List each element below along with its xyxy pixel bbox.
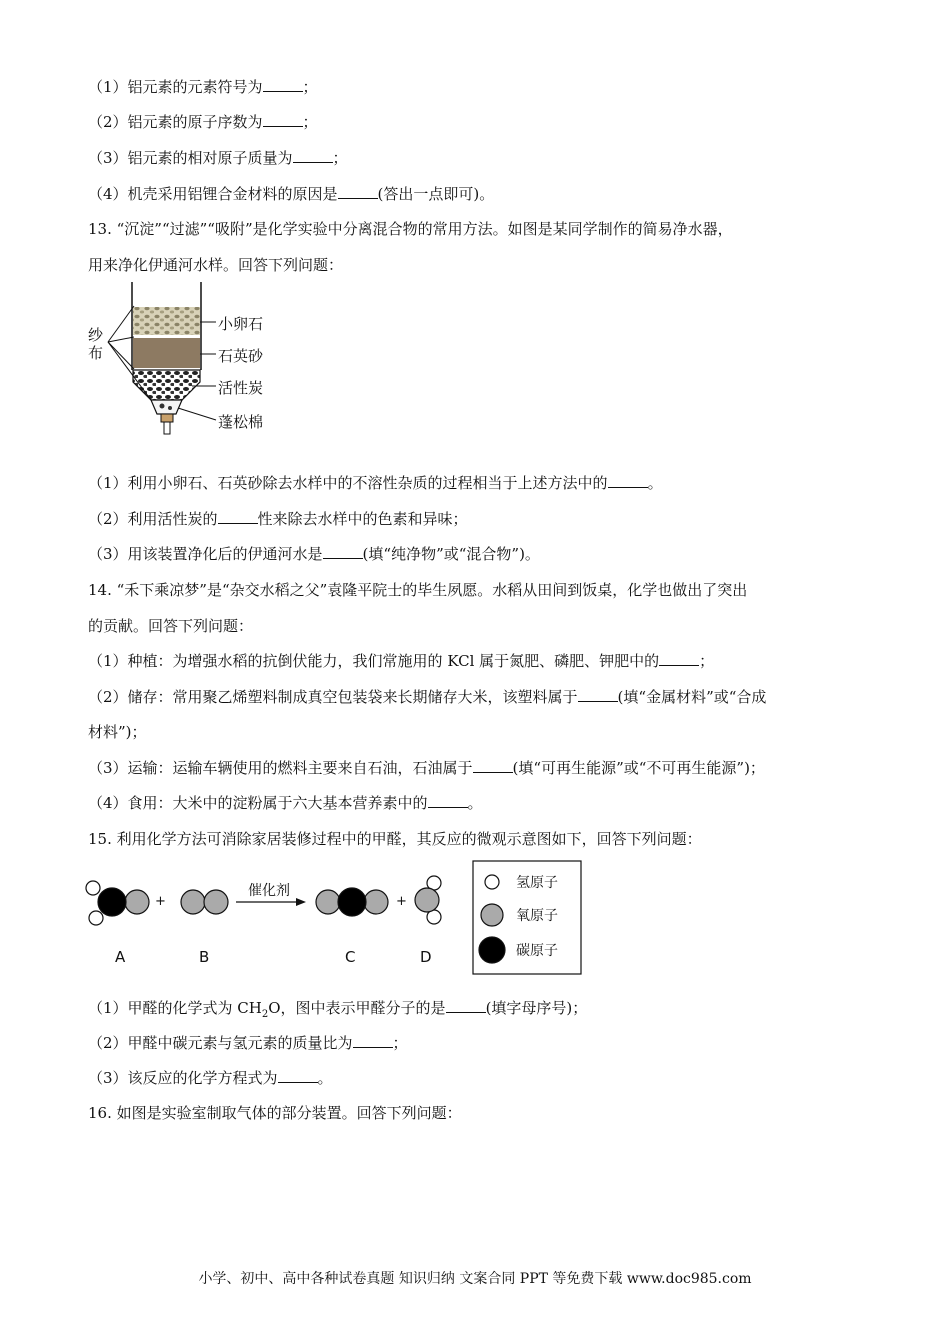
answer-blank[interactable] [578,687,618,702]
q15-stem: 15. 利用化学方法可消除家居装修过程中的甲醛，其反应的微观示意图如下，回答下列问题： [88,830,702,848]
q14-part2 [88,687,766,707]
answer-blank[interactable] [473,758,513,773]
q12-part4-text: （4）机壳采用铝锂合金材料的原因是 [88,185,338,203]
pebble-layer [133,307,200,335]
answer-blank[interactable] [659,651,699,666]
q13-part2-text: （2）利用活性炭的 [88,510,218,528]
cotton-label: 蓬松棉 [218,413,264,431]
activated-carbon-layer [133,370,200,400]
molecule-label-d: D [420,948,432,966]
q13-part3-end: (填“纯净物”或“混合物”)。 [362,545,540,563]
quartz-sand-layer [133,338,200,368]
q12-part2-text: （2）铝元素的原子序数为 [88,113,263,131]
legend-carbon-label: 碳原子 [516,943,558,959]
q14-part4-text: （4）食用：大米中的淀粉属于六大基本营养素中的 [88,794,428,812]
q14-part3-text: （3）运输：运输车辆使用的燃料主要来自石油，石油属于 [88,759,473,777]
answer-blank[interactable] [446,998,486,1013]
q12-part1-text: （1）铝元素的元素符号为 [88,78,263,96]
q13-part2 [88,509,468,529]
answer-blank[interactable] [608,473,648,488]
q15-part2 [88,1033,408,1053]
q12-part3-end: ； [332,149,348,167]
molecule-label-c: C [345,948,356,966]
answer-blank[interactable] [218,509,258,524]
q14-stem-line2: 的贡献。回答下列问题： [88,617,254,635]
cotton-layer [151,400,182,414]
answer-blank[interactable] [353,1033,393,1048]
q12-part2 [88,112,318,132]
q15-part1-text-a: （1）甲醛的化学式为 CH [88,999,262,1017]
legend-oxygen-label: 氧原子 [516,908,558,924]
q12-part3-text: （3）铝元素的相对原子质量为 [88,149,293,167]
q13-stem-line2: 用来净化伊通河水样。回答下列问题： [88,256,344,274]
legend-hydrogen-label: 氢原子 [516,875,558,891]
molecule-label-b: B [199,948,210,966]
hydrogen-atom-icon [485,875,499,889]
activated-carbon-label: 活性炭 [218,379,264,397]
water-purifier-figure [84,282,284,447]
q15-part2-end: ； [392,1034,408,1052]
carbon-atom-icon [479,937,505,963]
q15-part1-subscript: 2 [261,1009,269,1020]
q13-part2-end: 性来除去水样中的色素和异味； [257,510,468,528]
q12-part1 [88,77,318,97]
q12-part4 [88,184,494,204]
quartz-sand-label: 石英砂 [218,347,264,365]
answer-blank[interactable] [293,148,333,163]
answer-blank[interactable] [263,112,303,127]
gauze-label-2: 布 [88,344,104,362]
q15-part1-text-b: O，图中表示甲醛分子的是 [268,999,446,1017]
q15-part2-text: （2）甲醛中碳元素与氢元素的质量比为 [88,1034,353,1052]
molecule-label-a: A [115,948,126,966]
gauze-label-1: 纱 [88,326,104,344]
pebble-label: 小卵石 [218,315,264,333]
answer-blank[interactable] [323,544,363,559]
q14-part2-text: （2）储存：常用聚乙烯塑料制成真空包装袋来长期储存大米，该塑料属于 [88,688,578,706]
answer-blank[interactable] [338,184,378,199]
q15-part3-end: 。 [317,1069,333,1087]
q15-part1-end: (填字母序号)； [485,999,588,1017]
answer-blank[interactable] [428,793,468,808]
q14-part2-cont: 材料”)； [88,723,147,741]
q14-part1-text: （1）种植：为增强水稻的抗倒伏能力，我们常施用的 KCl 属于氮肥、磷肥、钾肥中的 [88,652,660,670]
q12-part1-end: ； [302,78,318,96]
q16-stem: 16. 如图是实验室制取气体的部分装置。回答下列问题： [88,1104,462,1122]
reaction-figure [84,858,584,978]
answer-blank[interactable] [263,77,303,92]
plus-sign-2: + [396,894,407,909]
reaction-diagram [84,858,584,978]
catalyst-label: 催化剂 [248,883,290,899]
q14-part3-end: (填“可再生能源”或“不可再生能源”)； [512,759,765,777]
q15-part3-text: （3）该反应的化学方程式为 [88,1069,278,1087]
q12-part4-end: (答出一点即可)。 [377,185,495,203]
page-footer: 小学、初中、高中各种试卷真题 知识归纳 文案合同 PPT 等免费下载 www.doc985.com [198,1271,752,1287]
q12-part2-end: ； [302,113,318,131]
q14-part1 [88,651,714,671]
oxygen-atom-icon [481,904,503,926]
q13-part1-end: 。 [647,474,663,492]
q14-part2-end: (填“金属材料”或“合成 [617,688,767,706]
answer-blank[interactable] [278,1068,318,1083]
q15-part3 [88,1068,333,1088]
q13-part1-text: （1）利用小卵石、石英砂除去水样中的不溶性杂质的过程相当于上述方法中的 [88,474,608,492]
plus-sign-1: + [155,894,166,909]
q14-part3 [88,758,765,778]
q13-part3 [88,544,540,564]
q14-part1-end: ； [699,652,715,670]
q14-part4-end: 。 [467,794,483,812]
q15-part1 [88,998,587,1025]
q13-stem-line1: 13. “沉淀”“过滤”“吸附”是化学实验中分离混合物的常用方法。如图是某同学制作的简易净水器， [88,220,733,238]
q13-part1 [88,473,663,493]
q14-stem-line1: 14. “禾下乘凉梦”是“杂交水稻之父”袁隆平院士的毕生夙愿。水稻从田间到饭桌，化学也做出了突出 [88,581,748,599]
q12-part3 [88,148,348,168]
q14-part4 [88,793,483,813]
q13-part3-text: （3）用该装置净化后的伊通河水是 [88,545,323,563]
